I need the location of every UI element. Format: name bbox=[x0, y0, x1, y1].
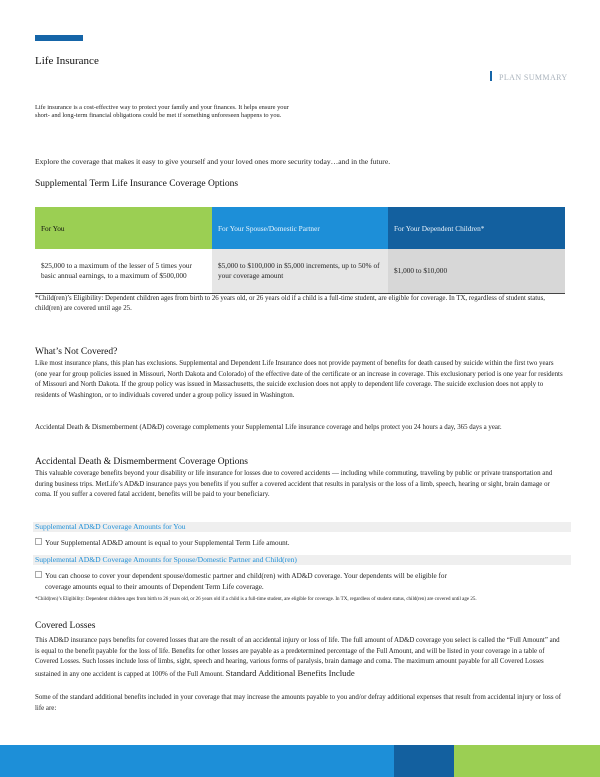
cell-you: $25,000 to a maximum of the lesser of 5 times your basic annual earnings, to a maximum of $500,000 bbox=[35, 249, 212, 293]
coverage-table bbox=[35, 207, 565, 294]
bullet-item bbox=[35, 538, 565, 549]
column-header-spouse: For Your Spouse/Domestic Partner bbox=[212, 207, 388, 249]
bullet-text-continued: coverage amounts equal to their amounts of Dependent Term Life coverage. bbox=[45, 582, 264, 591]
add-amounts-dependents-bar: Supplemental AD&D Coverage Amounts for Spouse/Domestic Partner and Child(ren) bbox=[33, 555, 571, 565]
standard-benefits-heading: Standard Additional Benefits Include bbox=[225, 667, 355, 678]
covered-losses-text: This AD&D insurance pays benefits for covered losses that are the result of an accidental injury or loss of life. The full amount of AD&D coverage you select is called the “Full Amount” and is equal to the benefit payable for the loss of life. Benefits for other losses are payable as a predetermined percentage of the Full Amount, and will be listed in your coverage in a table of Covered Losses. Such losses include loss of limbs, sight, speech and hearing, various forms of paralysis, brain damage and coma. The maximum amount payable for all Covered Losses sustained in any one accident is capped at 100% of the Full Amount. bbox=[35, 637, 560, 678]
add-options-heading: Accidental Death & Dismemberment Coverage Options bbox=[35, 457, 248, 467]
cell-children: $1,000 to $10,000 bbox=[388, 249, 565, 293]
whats-not-covered-heading: What’s Not Covered? bbox=[35, 347, 118, 357]
section-label-text: PLAN SUMMARY bbox=[499, 73, 568, 82]
explore-paragraph: Explore the coverage that makes it easy to give yourself and your loved ones more security today…and in the future. bbox=[35, 157, 391, 166]
standard-benefits-paragraph: Some of the standard additional benefits included in your coverage that may increase the amounts payable to you and/or defray additional expenses that result from accidental injury or loss of life are: bbox=[35, 694, 562, 712]
table-row bbox=[35, 249, 565, 294]
column-header-children: For Your Dependent Children* bbox=[388, 207, 565, 249]
checkbox-bullet-icon bbox=[35, 571, 42, 578]
page-title: Life Insurance bbox=[35, 55, 99, 67]
footer-band-dark-blue bbox=[394, 745, 454, 777]
section-label bbox=[490, 71, 568, 82]
bullet-text: You can choose to cover your dependent spouse/domestic partner and child(ren) with AD&D coverage. Your dependents will be eligible for bbox=[45, 572, 447, 580]
checkbox-bullet-icon bbox=[35, 538, 42, 545]
cell-spouse: $5,000 to $100,000 in $5,000 increments, up to 50% of your coverage amount bbox=[212, 249, 388, 293]
intro-paragraph: Life insurance is a cost-effective way to protect your family and your finances. It helps ensure your short- and long-term financial obligations could be met if something unforeseen happens to you. bbox=[35, 104, 289, 119]
coverage-table-header bbox=[35, 207, 565, 249]
footer-band-blue bbox=[0, 745, 394, 777]
section-divider bbox=[490, 71, 492, 81]
add-amounts-you-bar: Supplemental AD&D Coverage Amounts for You bbox=[33, 522, 571, 532]
column-header-you: For You bbox=[35, 207, 212, 249]
add-eligibility-note: *Child(ren)’s Eligibility: Dependent children ages from birth to 26 years old, or 26 years old if a child is a full-time student, are eligible for coverage. In TX, regardless of student status, child(ren) are covered until age 25. bbox=[35, 597, 477, 602]
bullet-text: Your Supplemental AD&D amount is equal to your Supplemental Term Life amount. bbox=[45, 539, 290, 547]
header-accent-bar bbox=[35, 35, 83, 41]
add-options-paragraph: This valuable coverage benefits beyond your disability or life insurance for losses due to covered accidents — including while commuting, traveling by public or private transportation and during business trips. MetLife’s AD&D insurance pays you benefits if you suffer a covered accident that results in paralysis or the loss of a limb, speech, hearing or sight, brain damage or coma. If you suffer a covered fatal accident, benefits will be paid to your beneficiary. bbox=[35, 470, 553, 499]
exclusions-paragraph: Like most insurance plans, this plan has exclusions. Supplemental and Dependent Life Insurance does not provide payment of benefits for death caused by suicide within the first two years (one year for group policies issued in Missouri, North Dakota and Colorado) of the effective date of the certificate or an increase in coverage. This exclusionary period is one year for residents of Missouri and North Dakota. If the group policy was issued in Massachusetts, the suicide exclusion does not apply to dependent life coverage. The suicide exclusion does not apply to residents of Washington, or to individuals covered under a group policy issued in Washington. bbox=[35, 360, 563, 400]
covered-losses-heading: Covered Losses bbox=[35, 621, 96, 631]
bullet-item bbox=[35, 571, 565, 592]
children-eligibility-note: *Child(ren)’s Eligibility: Dependent children ages from birth to 26 years old, or 26 years old if a child is a full-time student, are eligible for coverage. In TX, regardless of student status, child(ren) are covered until age 25. bbox=[35, 295, 546, 312]
covered-losses-paragraph bbox=[35, 636, 565, 680]
footer-band-green bbox=[454, 745, 600, 777]
coverage-options-heading: Supplemental Term Life Insurance Coverage Options bbox=[35, 179, 239, 189]
add-intro-paragraph: Accidental Death & Dismemberment (AD&D) coverage complements your Supplemental Life insurance coverage and helps protect you 24 hours a day, 365 days a year. bbox=[35, 424, 502, 431]
